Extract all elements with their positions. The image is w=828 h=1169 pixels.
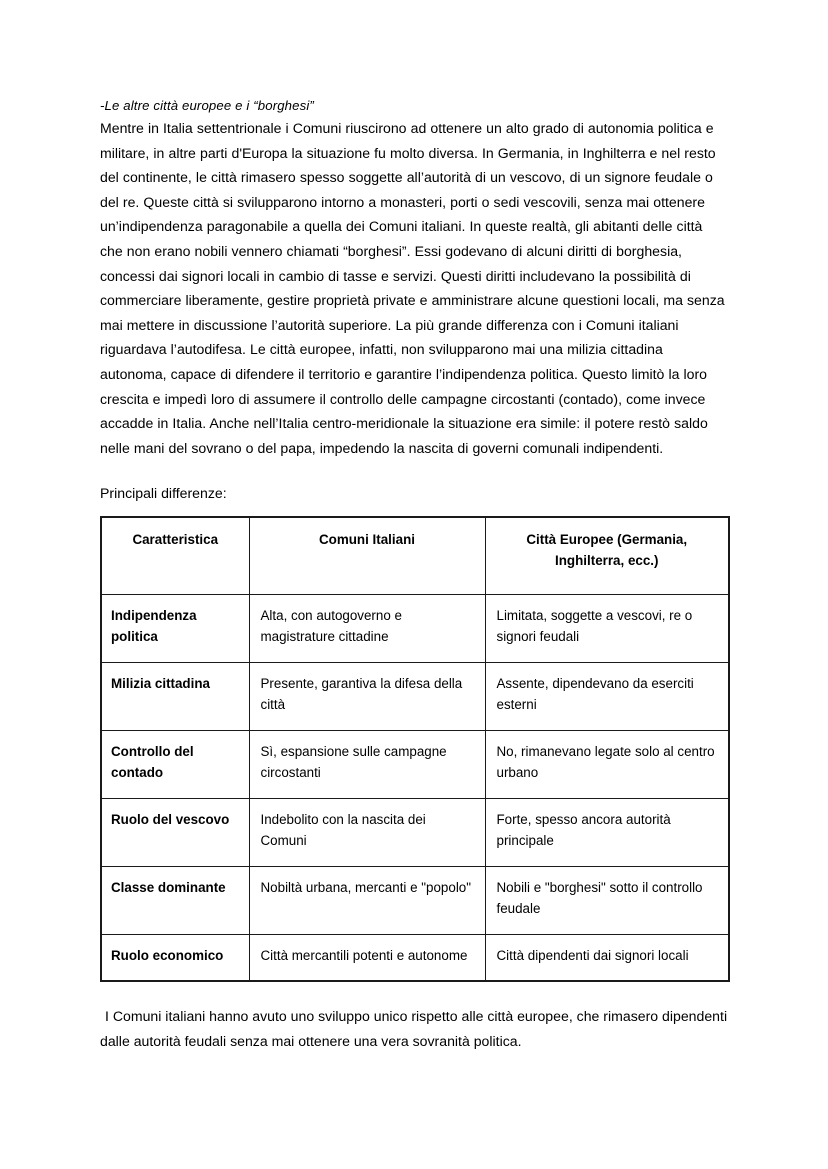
table-row <box>101 866 729 934</box>
table-row <box>101 662 729 730</box>
closing-paragraph <box>100 982 728 1053</box>
row-comuni-value: Nobiltà urbana, mercanti e "popolo" <box>249 866 485 934</box>
document-content <box>100 96 728 1054</box>
table-row <box>101 934 729 981</box>
row-europee-value: Limitata, soggette a vescovi, re o signori feudali <box>485 594 729 662</box>
section-heading: -Le altre città europee e i “borghesi” <box>100 98 314 113</box>
table-row <box>101 730 729 798</box>
row-feature: Controllo del contado <box>101 730 249 798</box>
row-europee-value: No, rimanevano legate solo al centro urbano <box>485 730 729 798</box>
row-comuni-value: Indebolito con la nascita dei Comuni <box>249 798 485 866</box>
row-comuni-value: Sì, espansione sulle campagne circostanti <box>249 730 485 798</box>
table-row <box>101 594 729 662</box>
row-comuni-value: Città mercantili potenti e autonome <box>249 934 485 981</box>
row-feature: Ruolo economico <box>101 934 249 981</box>
closing-paragraph-text: I Comuni italiani hanno avuto uno sviluppo unico rispetto alle città europee, che rimasero dipendenti dalle autorità feudali senza mai ottenere una vera sovranità politica. <box>100 1008 728 1049</box>
column-header-caratteristica: Caratteristica <box>101 517 249 595</box>
row-feature: Ruolo del vescovo <box>101 798 249 866</box>
row-comuni-value: Presente, garantiva la difesa della città <box>249 662 485 730</box>
row-feature: Indipendenza politica <box>101 594 249 662</box>
row-europee-value: Nobili e "borghesi" sotto il controllo feudale <box>485 866 729 934</box>
row-comuni-value: Alta, con autogoverno e magistrature cittadine <box>249 594 485 662</box>
row-feature: Classe dominante <box>101 866 249 934</box>
table-header-row <box>101 517 729 595</box>
row-europee-value: Forte, spesso ancora autorità principale <box>485 798 729 866</box>
column-header-comuni-italiani: Comuni Italiani <box>249 517 485 595</box>
column-header-citta-europee: Città Europee (Germania, Inghilterra, ecc.) <box>485 517 729 595</box>
row-feature: Milizia cittadina <box>101 662 249 730</box>
main-paragraph: Mentre in Italia settentrionale i Comuni riuscirono ad ottenere un alto grado di autonomia politica e militare, in altre parti d'Europa la situazione fu molto diversa. In Germania, in Inghilterra e nel resto del continente, le città rimasero spesso soggette all’autorità di un vescovo, di un signore feudale o del re. Queste città si svilupparono intorno a monasteri, porti o sedi vescovili, senza mai ottenere un’indipendenza paragonabile a quella dei Comuni italiani. In queste realtà, gli abitanti delle città che non erano nobili vennero chiamati “borghesi”. Essi godevano di alcuni diritti di borghesia, concessi dai signori locali in cambio di tasse e servizi. Questi diritti includevano la possibilità di commerciare liberamente, gestire proprietà private e amministrare alcune questioni locali, ma senza mai mettere in discussione l’autorità superiore. La più grande differenza con i Comuni italiani riguardava l’autodifesa. Le città europee, infatti, non svilupparono mai una milizia cittadina autonoma, capace di difendere il territorio e garantire l’indipendenza politica. Questo limitò la loro crescita e impedì loro di assumere il controllo delle campagne circostanti (contado), come invece accadde in Italia. Anche nell’Italia centro-meridionale la situazione era simile: il potere restò saldo nelle mani del sovrano o del papa, impedendo la nascita di governi comunali indipendenti. <box>100 120 725 456</box>
differences-table <box>100 516 730 983</box>
table-row <box>101 798 729 866</box>
table-intro-label: Principali differenze: <box>100 485 227 502</box>
row-europee-value: Città dipendenti dai signori locali <box>485 934 729 981</box>
row-europee-value: Assente, dipendevano da eserciti esterni <box>485 662 729 730</box>
